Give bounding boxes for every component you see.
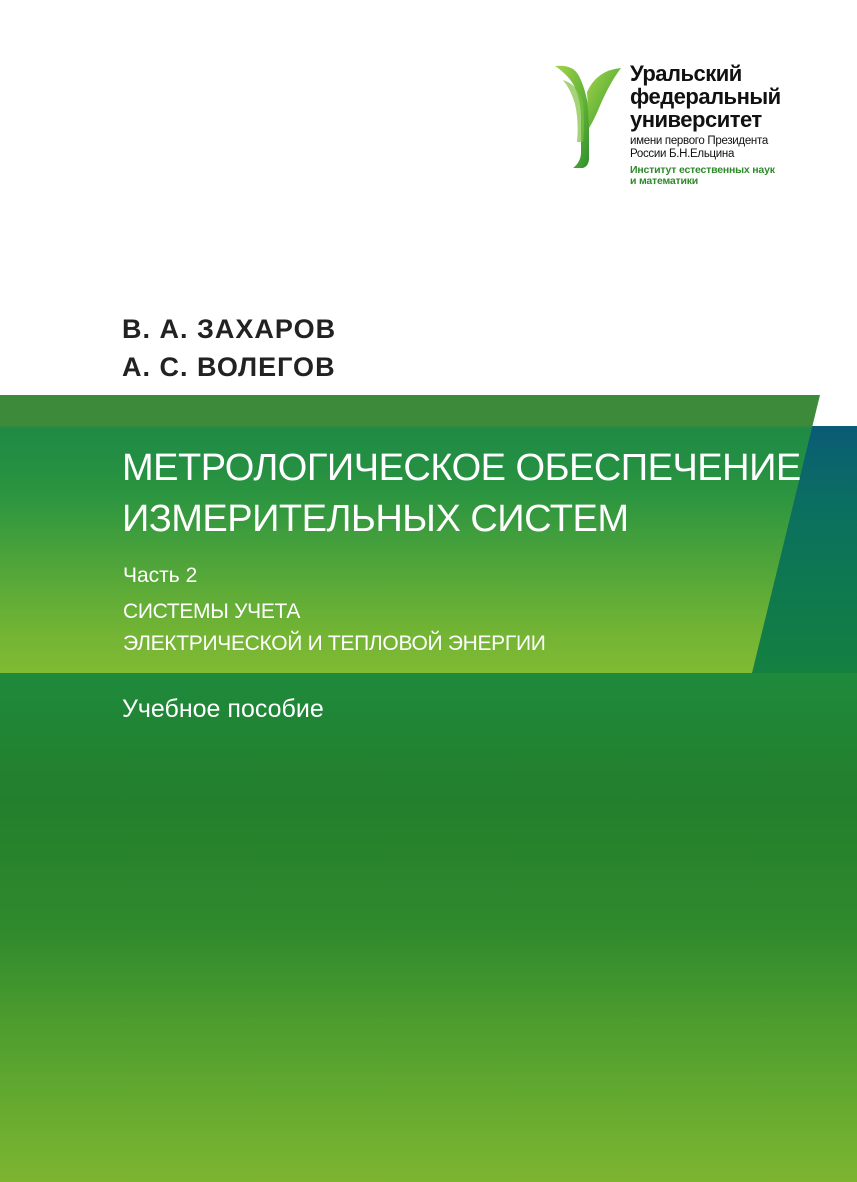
author-name: А. С. ВОЛЕГОВ (122, 352, 336, 382)
authors (122, 310, 336, 386)
subtitle-line: СИСТЕМЫ УЧЕТА (123, 600, 301, 623)
part-number: Часть 2 (123, 564, 198, 587)
document-type: Учебное пособие (122, 695, 324, 723)
cover-lower-gradient (0, 673, 857, 1182)
title-line: МЕТРОЛОГИЧЕСКОЕ ОБЕСПЕЧЕНИЕ (122, 447, 801, 489)
title-line: ИЗМЕРИТЕЛЬНЫХ СИСТЕМ (122, 498, 629, 540)
ural-university-u-leaf-icon (553, 62, 623, 170)
university-subtitle-line: России Б.Н.Ельцина (630, 148, 735, 160)
institute-name-line: Институт естественных наук (630, 164, 775, 176)
university-subtitle-line: имени первого Президента (630, 135, 768, 147)
university-name-line: Уральский (630, 61, 742, 86)
university-name-line: университет (630, 107, 762, 132)
subtitle-line: ЭЛЕКТРИЧЕСКОЙ И ТЕПЛОВОЙ ЭНЕРГИИ (123, 632, 546, 655)
university-logo (553, 62, 813, 202)
book-subtitle (123, 596, 546, 660)
institute-name-line: и математики (630, 175, 699, 187)
author-name: В. А. ЗАХАРОВ (122, 314, 337, 344)
university-name-line: федеральный (630, 84, 781, 109)
university-name-block (630, 62, 781, 187)
book-title (122, 443, 801, 545)
